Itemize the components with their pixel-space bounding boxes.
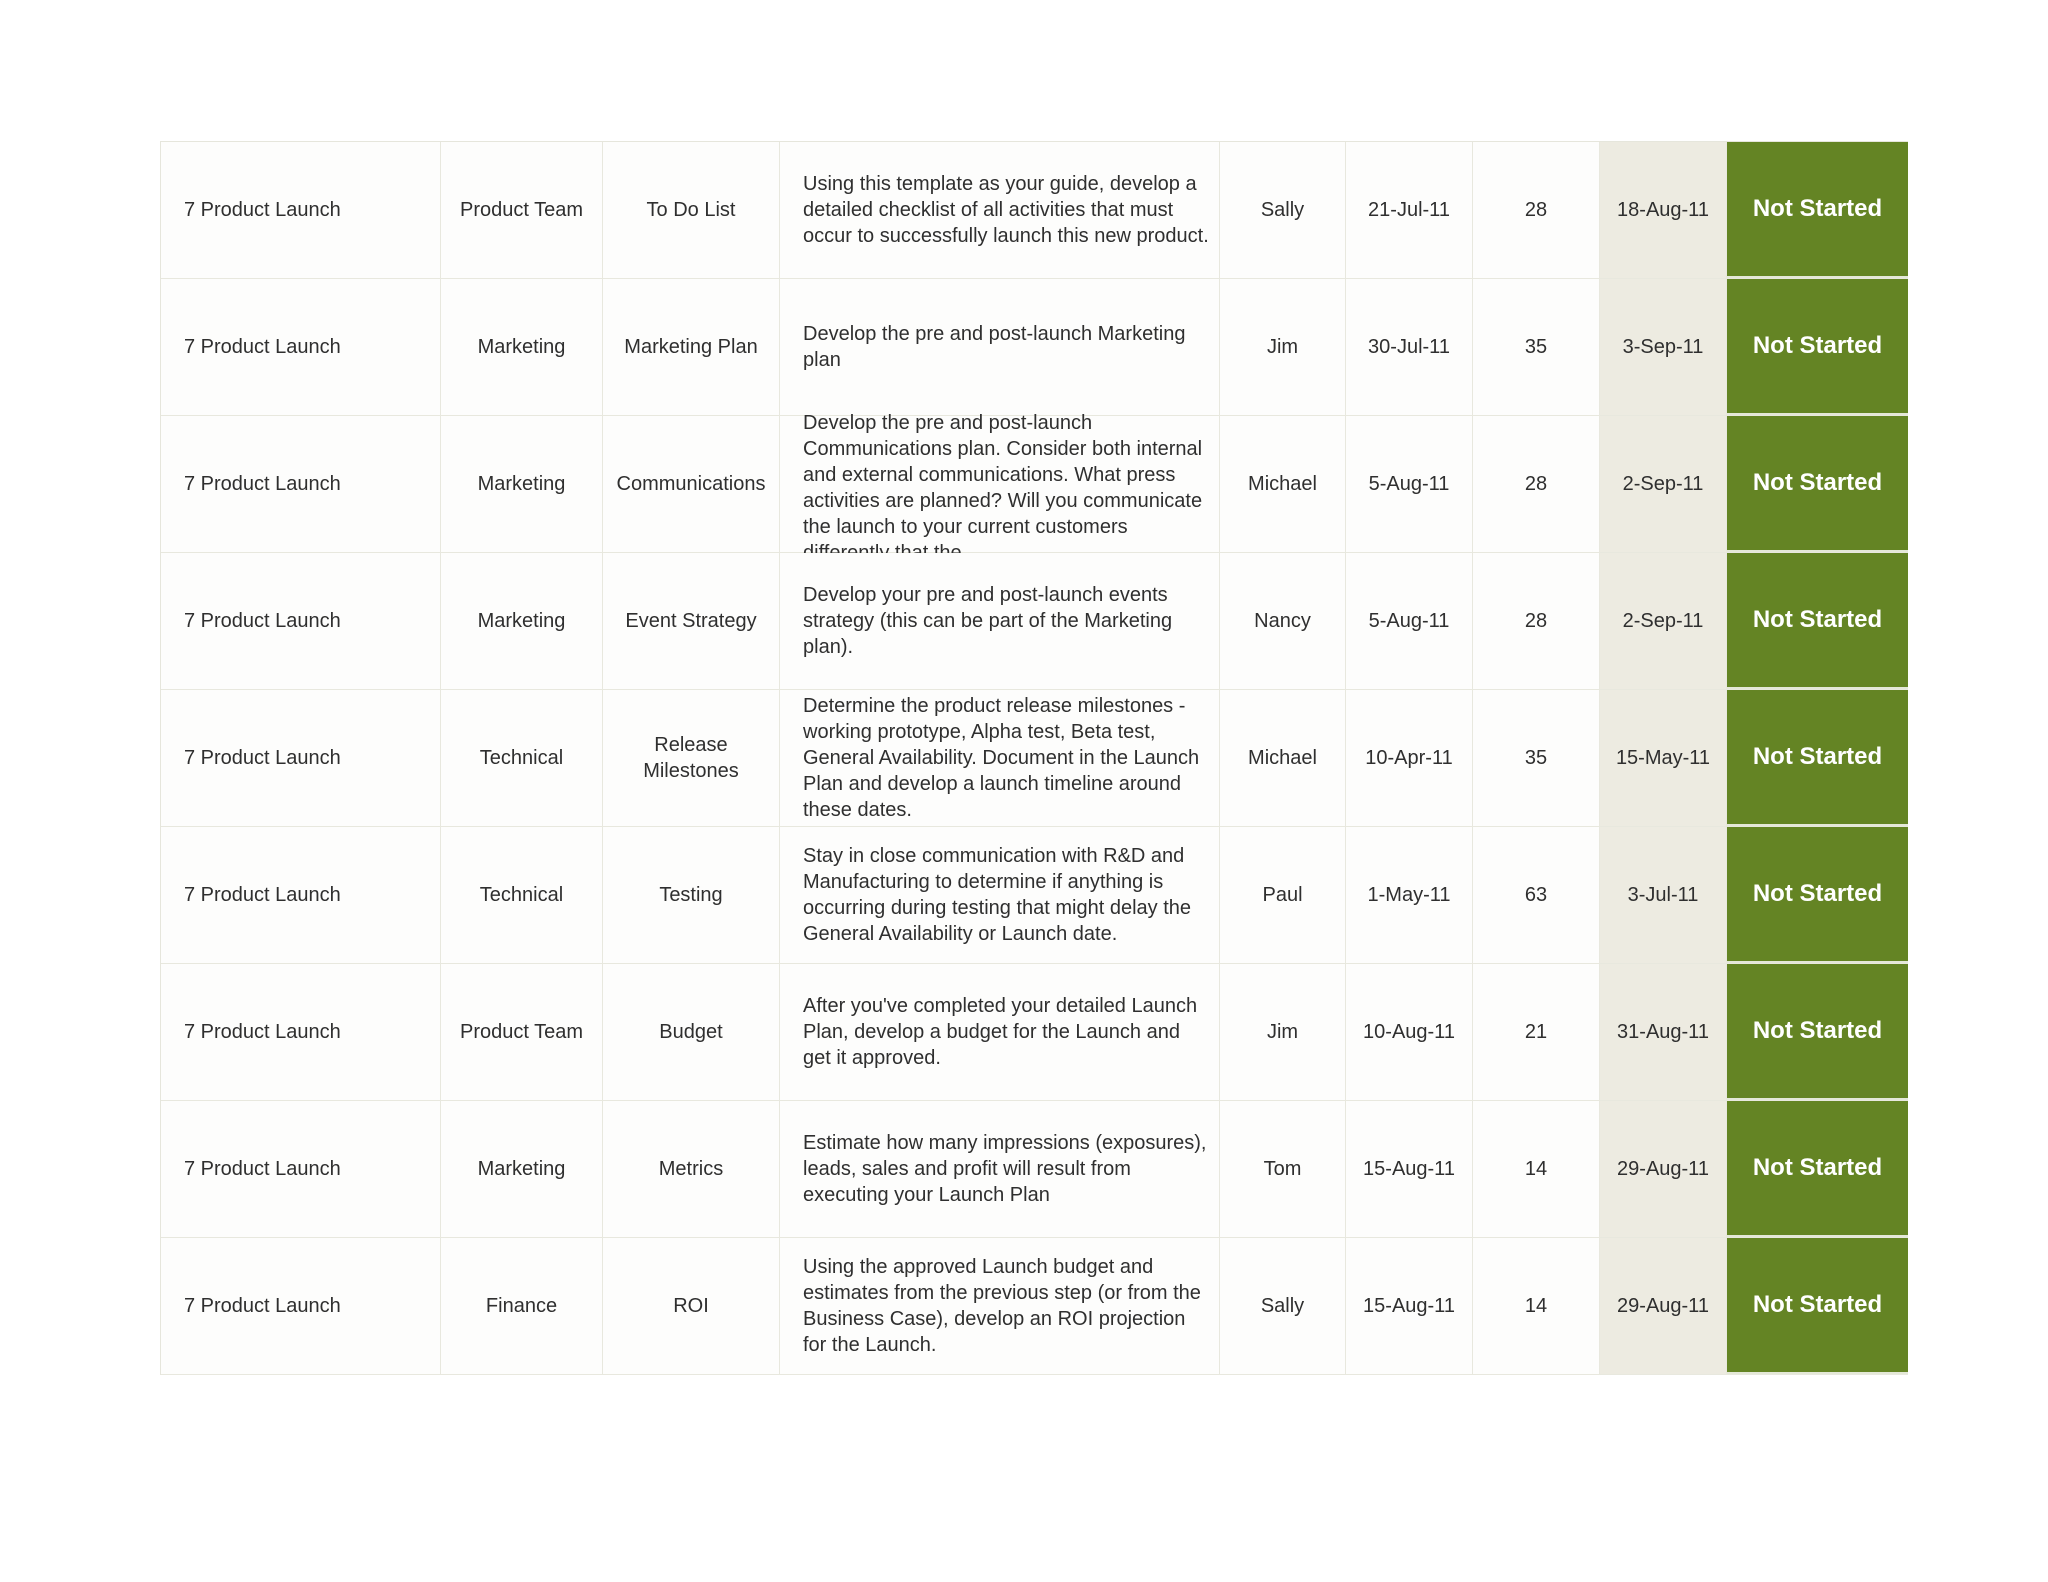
task-cell[interactable]: Testing: [603, 827, 780, 963]
status-cell[interactable]: Not Started: [1727, 690, 1908, 826]
description-cell[interactable]: [780, 690, 1220, 826]
end-date-cell[interactable]: 29-Aug-11: [1600, 1238, 1727, 1374]
task-cell[interactable]: To Do List: [603, 142, 780, 278]
team-cell[interactable]: Marketing: [441, 416, 603, 552]
start-date-cell[interactable]: 5-Aug-11: [1346, 416, 1473, 552]
duration-days-cell[interactable]: 14: [1473, 1101, 1600, 1237]
end-date-cell[interactable]: 3-Jul-11: [1600, 827, 1727, 963]
start-date-cell[interactable]: 5-Aug-11: [1346, 553, 1473, 689]
table-row: [161, 553, 1908, 690]
task-cell[interactable]: Event Strategy: [603, 553, 780, 689]
description-text: Estimate how many impressions (exposures), leads, sales and profit will result from executing your Launch Plan: [803, 1132, 1207, 1206]
team-cell[interactable]: Marketing: [441, 279, 603, 415]
description-cell[interactable]: [780, 553, 1220, 689]
owner-cell[interactable]: Sally: [1220, 142, 1346, 278]
status-cell[interactable]: Not Started: [1727, 142, 1908, 278]
duration-days-cell[interactable]: 63: [1473, 827, 1600, 963]
duration-days-cell[interactable]: 35: [1473, 690, 1600, 826]
description-cell[interactable]: [780, 412, 1220, 552]
start-date-cell[interactable]: 15-Aug-11: [1346, 1238, 1473, 1374]
task-cell[interactable]: Marketing Plan: [603, 279, 780, 415]
team-cell[interactable]: Finance: [441, 1238, 603, 1374]
project-cell[interactable]: 7 Product Launch: [161, 416, 441, 552]
task-cell[interactable]: Release Milestones: [603, 690, 780, 826]
end-date-cell[interactable]: 31-Aug-11: [1600, 964, 1727, 1100]
project-cell[interactable]: 7 Product Launch: [161, 279, 441, 415]
duration-days-cell[interactable]: 35: [1473, 279, 1600, 415]
team-cell[interactable]: Technical: [441, 827, 603, 963]
end-date-cell[interactable]: 2-Sep-11: [1600, 553, 1727, 689]
table-row: [161, 142, 1908, 279]
table-row: [161, 1238, 1908, 1375]
end-date-cell[interactable]: 2-Sep-11: [1600, 416, 1727, 552]
description-text: Using the approved Launch budget and estimates from the previous step (or from the Business Case), develop an ROI projection for the Launch.: [803, 1256, 1201, 1356]
team-cell[interactable]: Product Team: [441, 964, 603, 1100]
owner-cell[interactable]: Paul: [1220, 827, 1346, 963]
table-row: [161, 1101, 1908, 1238]
project-cell[interactable]: 7 Product Launch: [161, 827, 441, 963]
project-cell[interactable]: 7 Product Launch: [161, 1101, 441, 1237]
duration-days-cell[interactable]: 28: [1473, 416, 1600, 552]
start-date-cell[interactable]: 10-Apr-11: [1346, 690, 1473, 826]
description-text: Develop your pre and post-launch events strategy (this can be part of the Marketing plan).: [803, 584, 1173, 658]
duration-days-cell[interactable]: 28: [1473, 553, 1600, 689]
project-cell[interactable]: 7 Product Launch: [161, 1238, 441, 1374]
status-cell[interactable]: Not Started: [1727, 279, 1908, 415]
task-cell[interactable]: ROI: [603, 1238, 780, 1374]
description-cell[interactable]: [780, 142, 1220, 278]
table-row: [161, 964, 1908, 1101]
start-date-cell[interactable]: 10-Aug-11: [1346, 964, 1473, 1100]
description-cell[interactable]: [780, 1238, 1220, 1374]
team-cell[interactable]: Technical: [441, 690, 603, 826]
duration-days-cell[interactable]: 28: [1473, 142, 1600, 278]
team-cell[interactable]: Marketing: [441, 1101, 603, 1237]
owner-cell[interactable]: Jim: [1220, 964, 1346, 1100]
description-cell[interactable]: [780, 827, 1220, 963]
duration-days-cell[interactable]: 21: [1473, 964, 1600, 1100]
project-cell[interactable]: 7 Product Launch: [161, 964, 441, 1100]
description-text: Determine the product release milestones - working prototype, Alpha test, Beta test, General Availability. Document in the Launch Plan and develop a launch timeline around these dates.: [803, 695, 1200, 821]
start-date-cell[interactable]: 1-May-11: [1346, 827, 1473, 963]
task-cell[interactable]: Metrics: [603, 1101, 780, 1237]
owner-cell[interactable]: Sally: [1220, 1238, 1346, 1374]
owner-cell[interactable]: Tom: [1220, 1101, 1346, 1237]
table-row: [161, 412, 1908, 553]
end-date-cell[interactable]: 29-Aug-11: [1600, 1101, 1727, 1237]
owner-cell[interactable]: Jim: [1220, 279, 1346, 415]
team-cell[interactable]: Product Team: [441, 142, 603, 278]
project-cell[interactable]: 7 Product Launch: [161, 142, 441, 278]
description-text: Stay in close communication with R&D and Manufacturing to determine if anything is occurring during testing that might delay the General Availability or Launch date.: [803, 845, 1191, 945]
table-row: [161, 827, 1908, 964]
table-row: [161, 279, 1908, 416]
description-cell[interactable]: [780, 1101, 1220, 1237]
description-text: Develop the pre and post-launch Communications plan. Consider both internal and external communications. What press activities are planned? Will you communicate the launch to your current customers: [803, 412, 1203, 538]
task-cell[interactable]: Budget: [603, 964, 780, 1100]
project-cell[interactable]: 7 Product Launch: [161, 553, 441, 689]
status-cell[interactable]: Not Started: [1727, 1238, 1908, 1374]
end-date-cell[interactable]: 3-Sep-11: [1600, 279, 1727, 415]
owner-cell[interactable]: Michael: [1220, 690, 1346, 826]
description-text: After you've completed your detailed Launch Plan, develop a budget for the Launch and get it approved.: [803, 995, 1198, 1069]
duration-days-cell[interactable]: 14: [1473, 1238, 1600, 1374]
project-cell[interactable]: 7 Product Launch: [161, 690, 441, 826]
description-cell[interactable]: [780, 964, 1220, 1100]
task-cell[interactable]: Communications: [603, 416, 780, 552]
description-cell[interactable]: [780, 279, 1220, 415]
status-cell[interactable]: Not Started: [1727, 1101, 1908, 1237]
description-text: Develop the pre and post-launch Marketing plan: [803, 323, 1186, 371]
end-date-cell[interactable]: 15-May-11: [1600, 690, 1727, 826]
status-cell[interactable]: Not Started: [1727, 553, 1908, 689]
start-date-cell[interactable]: 15-Aug-11: [1346, 1101, 1473, 1237]
start-date-cell[interactable]: 30-Jul-11: [1346, 279, 1473, 415]
owner-cell[interactable]: Nancy: [1220, 553, 1346, 689]
task-table: [160, 141, 1908, 1375]
owner-cell[interactable]: Michael: [1220, 416, 1346, 552]
end-date-cell[interactable]: 18-Aug-11: [1600, 142, 1727, 278]
team-cell[interactable]: Marketing: [441, 553, 603, 689]
status-cell[interactable]: Not Started: [1727, 827, 1908, 963]
status-cell[interactable]: Not Started: [1727, 964, 1908, 1100]
start-date-cell[interactable]: 21-Jul-11: [1346, 142, 1473, 278]
description-text: Using this template as your guide, develop a detailed checklist of all activities that must occur to successfully launch this new product.: [803, 173, 1209, 247]
table-row: [161, 690, 1908, 827]
status-cell[interactable]: Not Started: [1727, 416, 1908, 552]
